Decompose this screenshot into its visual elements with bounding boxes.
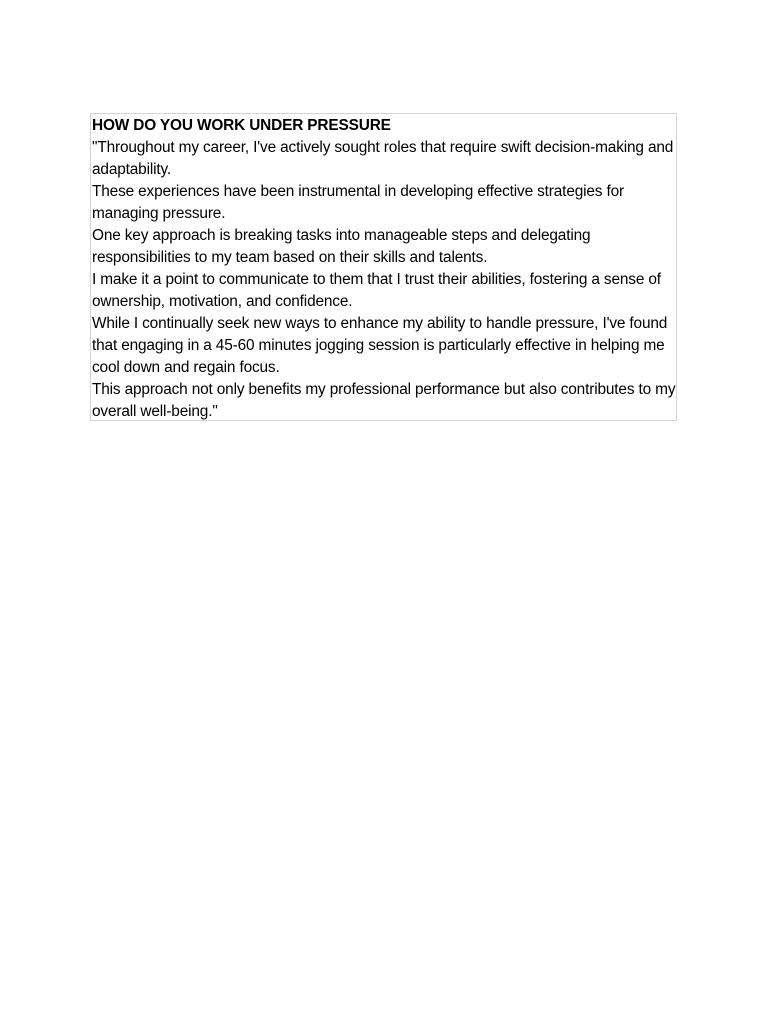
answer-paragraph-1: "Throughout my career, I've actively sought roles that require swift decision-making and adaptability. [92, 139, 674, 178]
answer-paragraph-2: These experiences have been instrumental in developing effective strategies for managing pressure. [92, 183, 624, 222]
question-heading: HOW DO YOU WORK UNDER PRESSURE [92, 117, 391, 134]
answer-paragraph-4: I make it a point to communicate to them that I trust their abilities, fostering a sense of ownership, motivation, and confidence. [92, 271, 661, 310]
answer-paragraph-5: While I continually seek new ways to enhance my ability to handle pressure, I've found that engaging in a 45-60 minutes jogging session is particularly effective in helping me cool down and regain focus. [92, 315, 668, 376]
answer-paragraph-3: One key approach is breaking tasks into manageable steps and delegating responsibilities to my team based on their skills and talents. [92, 227, 591, 266]
answer-cell [90, 113, 677, 421]
answer-paragraph-6: This approach not only benefits my professional performance but also contributes to my overall well-being." [92, 381, 676, 420]
